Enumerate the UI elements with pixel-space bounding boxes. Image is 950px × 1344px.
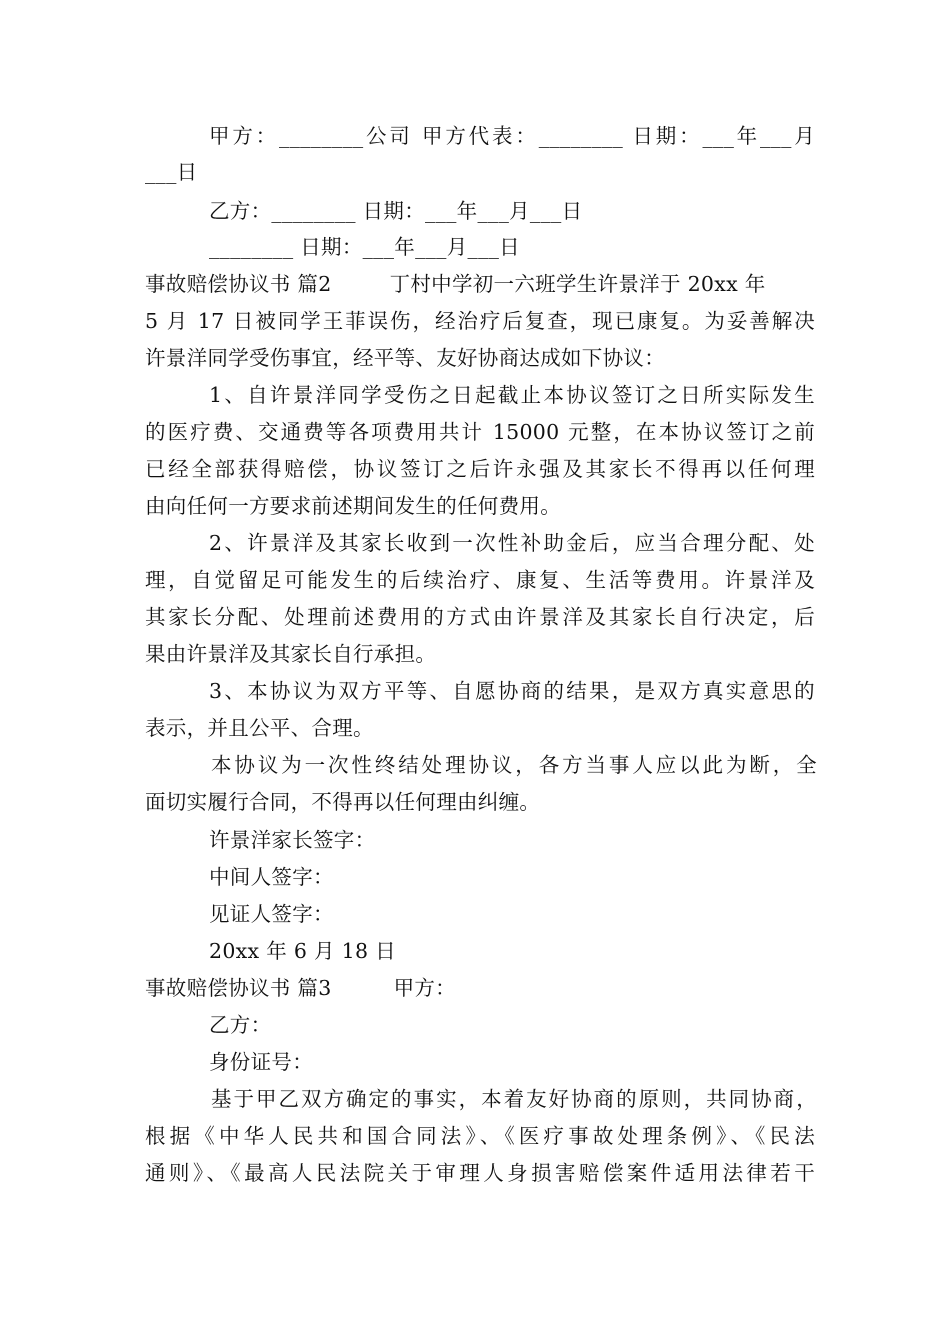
clause-2-line: 理，自觉留足可能发生的后续治疗、康复、生活等费用。许景洋及 xyxy=(145,568,815,592)
clause-2-line: 2、许景洋及其家长收到一次性补助金后，应当合理分配、处 xyxy=(209,531,815,555)
clause-1-line: 由向任何一方要求前述期间发生的任何费用。 xyxy=(145,494,561,518)
section-3-party-b: 乙方： xyxy=(209,1013,272,1037)
section-3-line xyxy=(145,974,815,1002)
section-2-line xyxy=(145,270,815,298)
agreement-date: 20xx 年 6 月 18 日 xyxy=(209,939,396,963)
clause-3-line: 表示，并且公平、合理。 xyxy=(145,716,374,740)
party-a-line: 甲方：________公司 甲方代表：________ 日期：___年___月 xyxy=(209,124,815,148)
clause-1-line: 已经全部获得赔偿，协议签订之后许永强及其家长不得再以任何理 xyxy=(145,457,815,481)
clause-1-line: 的医疗费、交通费等各项费用共计 15000 元整，在本协议签订之前 xyxy=(145,420,815,444)
final-clause-line: 本协议为一次性终结处理协议，各方当事人应以此为断，全 xyxy=(211,753,817,777)
parent-signature-label: 许景洋家长签字： xyxy=(209,828,376,852)
party-b-line: 乙方：________ 日期：___年___月___日 xyxy=(209,199,583,223)
paragraph-line: 5 月 17 日被同学王菲误伤，经治疗后复查，现已康复。为妥善解决 xyxy=(145,309,815,333)
clause-3-line: 3、本协议为双方平等、自愿协商的结果，是双方真实意思的 xyxy=(209,679,815,703)
clause-1-line: 1、自许景洋同学受伤之日起截止本协议签订之日所实际发生 xyxy=(209,383,815,407)
final-clause-line: 面切实履行合同，不得再以任何理由纠缠。 xyxy=(145,790,541,814)
section-3-paragraph-line: 基于甲乙双方确定的事实，本着友好协商的原则，共同协商， xyxy=(211,1087,817,1111)
section-2-heading: 事故赔偿协议书 篇2 xyxy=(145,272,332,296)
party-a-date-continued: ___日 xyxy=(145,160,198,184)
witness-signature-label: 见证人签字： xyxy=(209,902,334,926)
signature-date-line: ________ 日期：___年___月___日 xyxy=(209,235,520,259)
clause-2-line: 果由许景洋及其家长自行承担。 xyxy=(145,642,437,666)
section-3-heading: 事故赔偿协议书 篇3 xyxy=(145,976,332,1000)
section-3-paragraph-line: 根据《中华人民共和国合同法》、《医疗事故处理条例》、《民法 xyxy=(145,1124,815,1148)
intermediary-signature-label: 中间人签字： xyxy=(209,865,334,889)
section-2-intro: 丁村中学初一六班学生许景洋于 20xx 年 xyxy=(389,272,766,296)
section-3-party-a: 甲方： xyxy=(393,976,456,1000)
section-3-paragraph-line: 通则》、《最高人民法院关于审理人身损害赔偿案件适用法律若干 xyxy=(145,1161,815,1185)
clause-2-line: 其家长分配、处理前述费用的方式由许景洋及其家长自行决定，后 xyxy=(145,605,815,629)
paragraph-line: 许景洋同学受伤事宜，经平等、友好协商达成如下协议： xyxy=(145,346,665,370)
id-number-label: 身份证号： xyxy=(209,1050,313,1074)
